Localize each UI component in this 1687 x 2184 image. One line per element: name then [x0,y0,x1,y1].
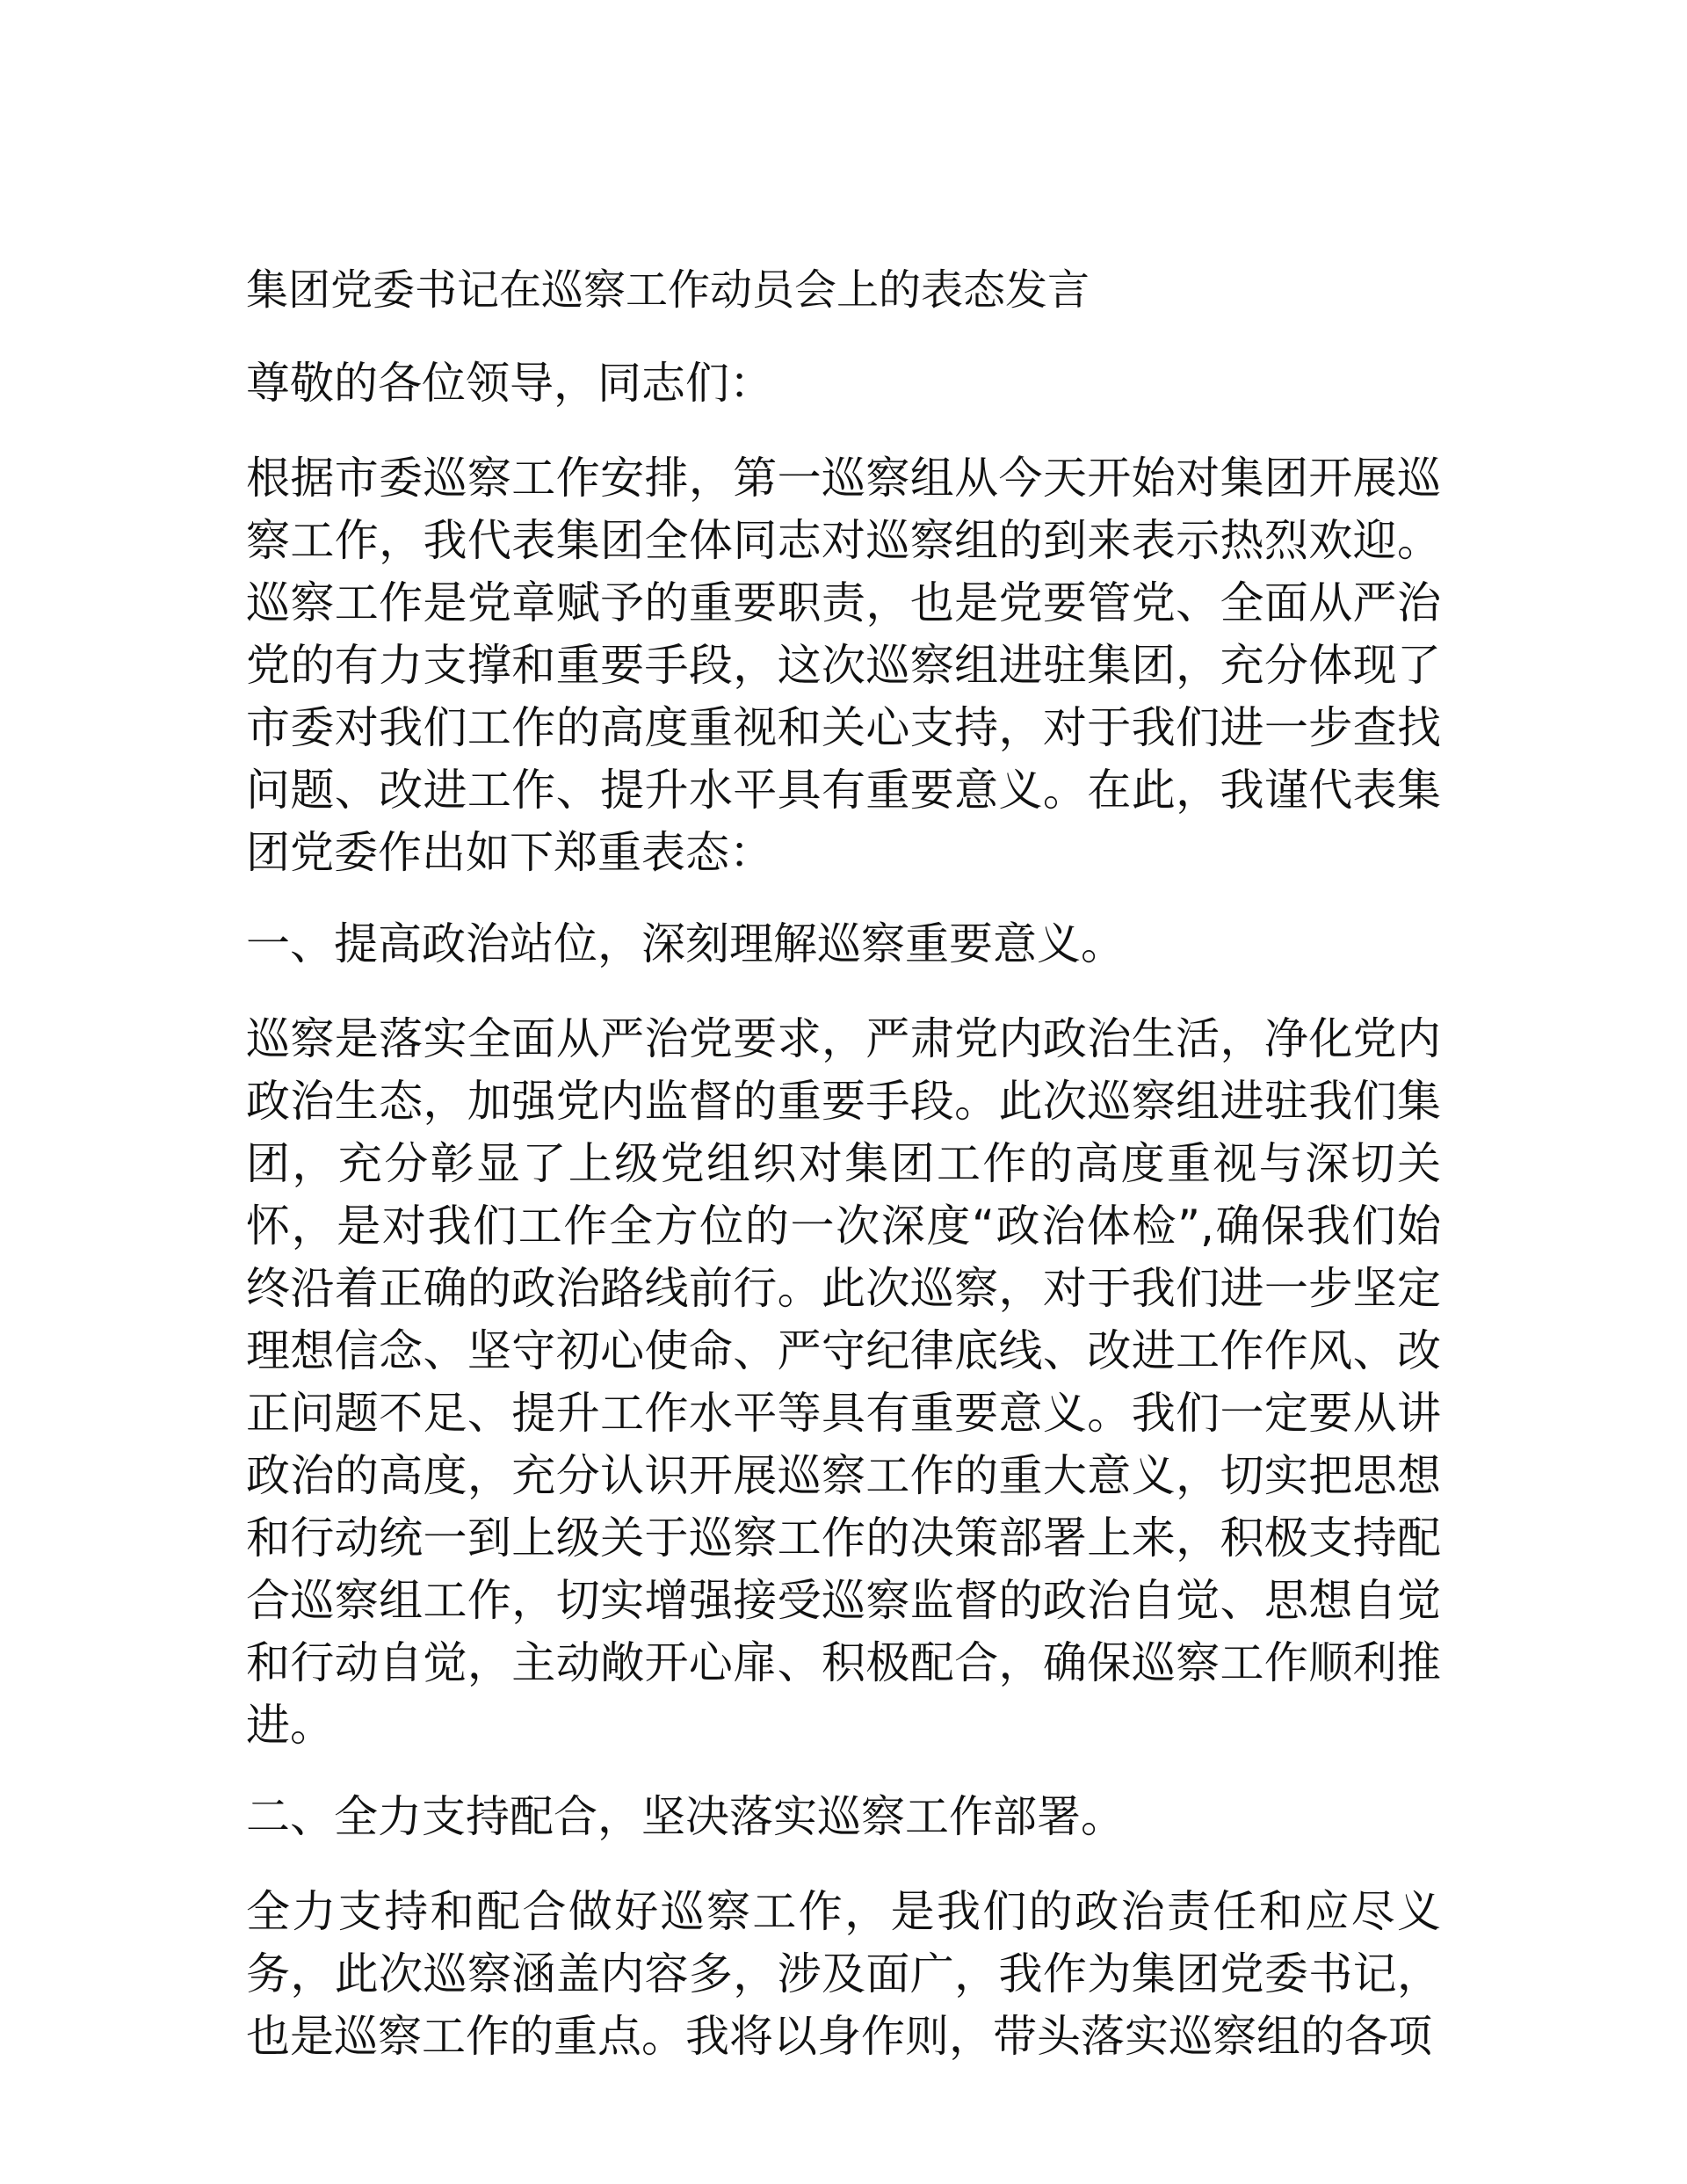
document-title: 集团党委书记在巡察工作动员会上的表态发言 [246,265,1090,315]
document-page [246,259,1441,2097]
section-2-paragraph: 全力支持和配合做好巡察工作，是我们的政治责任和应尽义务，此次巡察涵盖内容多，涉及面广，我作为集团党委书记，也是巡察工作的重点。我将以身作则，带头落实巡察组的各项 [246,1886,1441,2062]
salutation: 尊敬的各位领导，同志们： [246,358,773,409]
section-1-paragraph: 巡察是落实全面从严治党要求，严肃党内政治生活，净化党内政治生态，加强党内监督的重要手段。此次巡察组进驻我们集团，充分彰显了上级党组织对集团工作的高度重视与深切关怀，是对我们工作全方位的一次深度“政治体检”,确保我们始终沿着正确的政治路线前行。此次巡察，对于我们进一步坚定理想信念、坚守初心使命、严守纪律底线、改进工作作风、改正问题不足、提升工作水平等具有重要意义。我们一定要从讲政治的高度，充分认识开展巡察工作的重大意义，切实把思想和行动统一到上级关于巡察工作的决策部署上来，积极支持配合巡察组工作，切实增强接受巡察监督的政治自觉、思想自觉和行动自觉，主动敞开心扉、积极配合，确保巡察工作顺利推进。 [246,1013,1441,1751]
intro-paragraph: 根据市委巡察工作安排，第一巡察组从今天开始对集团开展巡察工作，我代表集团全体同志对巡察组的到来表示热烈欢迎。巡察工作是党章赋予的重要职责，也是党要管党、全面从严治党的有力支撑和重要手段，这次巡察组进驻集团，充分体现了市委对我们工作的高度重视和关心支持，对于我们进一步查找问题、改进工作、提升水平具有重要意义。在此，我谨代表集团党委作出如下郑重表态： [246,453,1441,878]
section-2-heading: 二、全力支持配合，坚决落实巡察工作部署。 [246,1791,1125,1842]
section-1-heading: 一、提高政治站位，深刻理解巡察重要意义。 [246,918,1125,969]
